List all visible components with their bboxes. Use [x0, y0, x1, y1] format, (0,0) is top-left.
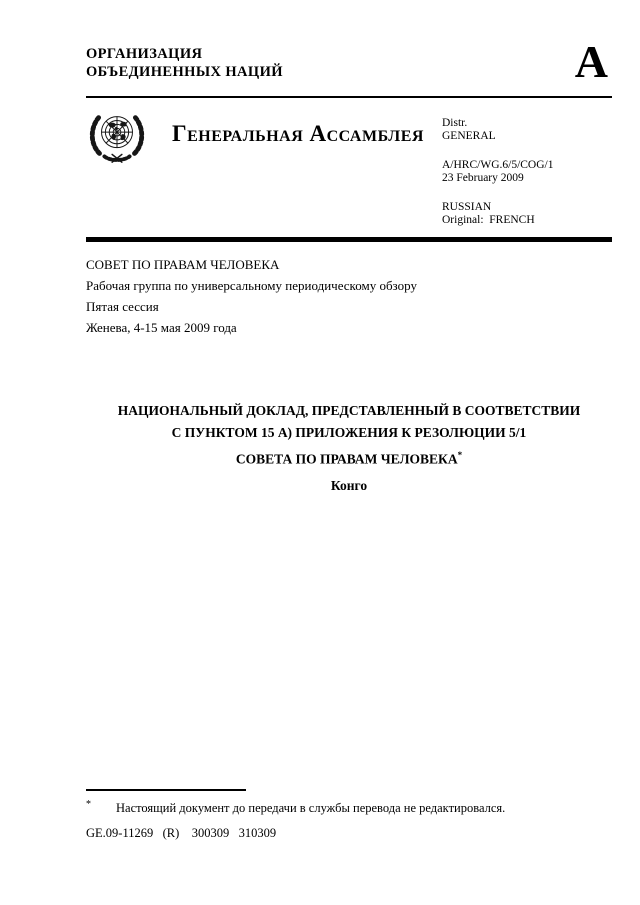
doc-language: RUSSIAN — [442, 200, 492, 213]
doc-original-language: Original: FRENCH — [442, 214, 535, 227]
footnote-marker: * — [86, 798, 91, 810]
distr-label: Distr. — [442, 116, 468, 129]
assembly-title: Генеральная Ассамблея — [172, 120, 424, 146]
distribution-block — [442, 105, 612, 228]
country-name: Конго — [330, 478, 368, 494]
un-emblem-icon — [86, 105, 150, 174]
footnote-text: Настоящий документ до передачи в службы перевода не редактировался. — [116, 801, 506, 815]
doc-symbol-letter: A — [574, 36, 608, 87]
blank-space — [86, 494, 612, 789]
document-header — [86, 36, 612, 87]
doc-number: A/HRC/WG.6/5/COG/1 — [442, 158, 554, 171]
doc-processing-code: GE.09-11269 (R) 300309 310309 — [86, 826, 277, 840]
doc-date: 23 February 2009 — [442, 172, 524, 185]
document-title — [86, 400, 612, 471]
title-footnote-marker: * — [457, 449, 463, 460]
session-block — [86, 242, 612, 338]
distr-type: GENERAL — [442, 130, 496, 143]
council-name: СОВЕТ ПО ПРАВАМ ЧЕЛОВЕКА — [86, 256, 280, 272]
title-line3-text: СОВЕТА ПО ПРАВАМ ЧЕЛОВЕКА — [235, 451, 458, 467]
title-line2: С ПУНКТОМ 15 А) ПРИЛОЖЕНИЯ К РЕЗОЛЮЦИИ 5/1 — [171, 424, 527, 440]
footnote-separator — [86, 789, 246, 791]
title-line3 — [86, 444, 612, 471]
working-group-name: Рабочая группа по универсальному периодическому обзору — [86, 277, 417, 293]
session-place-dates: Женева, 4-15 мая 2009 года — [86, 319, 237, 335]
org-name-line2: ОБЪЕДИНЕННЫХ НАЦИЙ — [86, 63, 283, 80]
org-name-line1: ОРГАНИЗАЦИЯ — [86, 45, 203, 62]
masthead — [86, 98, 612, 237]
footnote — [86, 796, 612, 817]
org-name — [86, 45, 283, 81]
title-line1: НАЦИОНАЛЬНЫЙ ДОКЛАД, ПРЕДСТАВЛЕННЫЙ В СООТВЕТСТВИИ — [117, 402, 581, 418]
page-footer — [86, 789, 612, 841]
session-number: Пятая сессия — [86, 298, 159, 314]
